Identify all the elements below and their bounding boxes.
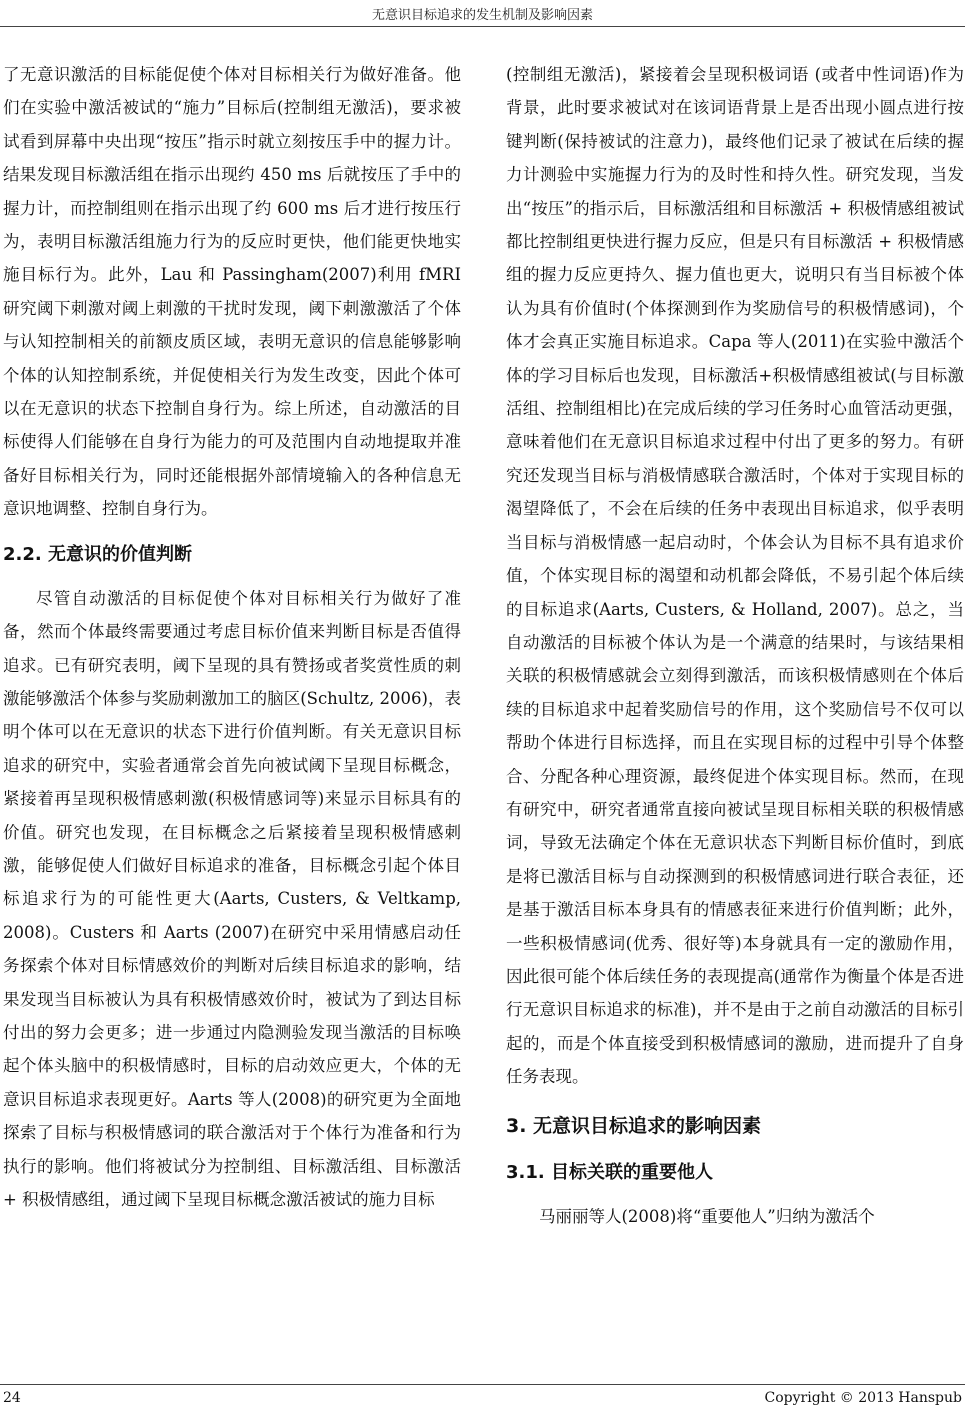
header-divider (0, 26, 965, 27)
page-number: 24 (3, 1390, 21, 1406)
left-column (3, 58, 461, 1216)
body-paragraph: 尽管自动激活的目标促使个体对目标相关行为做好了准备，然而个体最终需要通过考虑目标价值来判断目标是否值得追求。已有研究表明，阈下呈现的具有赞扬或者奖赏性质的刺激能够激活个体参与奖励刺激加工的脑区(Schultz, 2006)，表明个体可以在无意识的状态下进行价值判断。有关无意识目标追求的研究中，实验者通常会首先向被试阈下呈现目标概念，紧接着再呈现积极情感刺激(积极情感词等)来显示目标具有的价值。研究也发现，在目标概念之后紧接着呈现积极情感刺激，能够促使人们做好目标追求的准备，目标概念引起个体目标追求行为的可能性更大(Aarts, Custers, & Veltkamp, 2008)。Custers 和 Aarts (2007)在研究中采用情感启动任务探索个体对目标情感效价的判断对后续目标追求的影响，结果发现当目标被认为具有积极情感效价时，被试为了到达目标付出的努力会更多；进一步通过内隐测验发现当激活的目标唤起个体头脑中的积极情感时，目标的启动效应更大，个体的无意识目标追求表现更好。Aarts 等人(2008)的研究更为全面地探索了目标与积极情感词的联合激活对于个体行为准备和行为执行的影响。他们将被试分为控制组、目标激活组、目标激活 + 积极情感组，通过阈下呈现目标概念激活被试的施力目标 (3, 588, 461, 1209)
body-paragraph: 了无意识激活的目标能促使个体对目标相关行为做好准备。他们在实验中激活被试的“施力”目标后(控制组无激活)，要求被试看到屏幕中央出现“按压”指示时就立刻按压手中的握力计。结果发现目标激活组在指示出现约 450 ms 后就按压了手中的握力计，而控制组则在指示出现了约 600 ms 后才进行按压行为，表明目标激活组施力行为的反应时更快，他们能更快地实施目标行为。此外，Lau 和 Passingham(2007)利用 fMRI 研究阈下刺激对阈上刺激的干扰时发现，阈下刺激激活了个体与认知控制相关的前额皮质区域，表明无意识的信息能够影响个体的认知控制系统，并促使相关行为发生改变，因此个体可以在无意识的状态下控制自身行为。综上所述，自动激活的目标使得人们能够在自身行为能力的可及范围内自动地提取并准备好目标相关行为，同时还能根据外部情境输入的各种信息无意识地调整、控制自身行为。 (3, 65, 461, 519)
right-column (506, 58, 964, 1233)
section-heading-2-2: 2.2. 无意识的价值判断 (3, 543, 192, 565)
running-header: 无意识目标追求的发生机制及影响因素 (371, 8, 593, 23)
section-heading-3-1: 3.1. 目标关联的重要他人 (506, 1161, 713, 1183)
body-paragraph: (控制组无激活)，紧接着会呈现积极词语 (或者中性词语)作为背景，此时要求被试对在该词语背景上是否出现小圆点进行按键判断(保持被试的注意力)，最终他们记录了被试在后续的握力计测验中实施握力行为的及时性和持久性。研究发现，当发出“按压”的指示后，目标激活组和目标激活 + 积极情感组被试都比控制组更快进行握力反应，但是只有目标激活 + 积极情感组的握力反应更持久、握力值也更大，说明只有当目标被个体认为具有价值时(个体探测到作为奖励信号的积极情感词)，个体才会真正实施目标追求。Capa 等人(2011)在实验中激活个体的学习目标后也发现，目标激活+积极情感组被试(与目标激活组、控制组相比)在完成后续的学习任务时心血管活动更强，意味着他们在无意识目标追求过程中付出了更多的努力。有研究还发现当目标与消极情感联合激活时，个体对于实现目标的渴望降低了，不会在后续的任务中表现出目标追求，似乎表明当目标与消极情感一起启动时，个体会认为目标不具有追求价值，个体实现目标的渴望和动机都会降低，不易引起个体后续的目标追求(Aarts, Custers, & Holland, 2007)。总之，当自动激活的目标被个体认为是一个满意的结果时，与该结果相关联的积极情感就会立刻得到激活，而该积极情感则在个体后续的目标追求中起着奖励信号的作用，这个奖励信号不仅可以帮助个体进行目标选择，而且在实现目标的过程中引导个体整合、分配各种心理资源，最终促进个体实现目标。然而，在现有研究中，研究者通常直接向被试呈现目标相关联的积极情感词，导致无法确定个体在无意识状态下判断目标价值时，到底是将已激活目标与自动探测到的积极情感词进行联合表征，还是基于激活目标本身具有的情感表征来进行价值判断；此外，一些积极情感词(优秀、很好等)本身就具有一定的激励作用，因此很可能个体后续任务的表现提高(通常作为衡量个体是否进行无意识目标追求的标准)，并不是由于之前自动激活的目标引起的，而是个体直接受到积极情感词的激励，进而提升了自身任务表现。 (506, 65, 964, 1087)
body-paragraph: 马丽丽等人(2008)将“重要他人”归纳为激活个 (539, 1206, 875, 1226)
footer-divider (0, 1384, 965, 1385)
section-heading-3: 3. 无意识目标追求的影响因素 (506, 1114, 762, 1137)
copyright-notice: Copyright © 2013 Hanspub (764, 1390, 962, 1406)
